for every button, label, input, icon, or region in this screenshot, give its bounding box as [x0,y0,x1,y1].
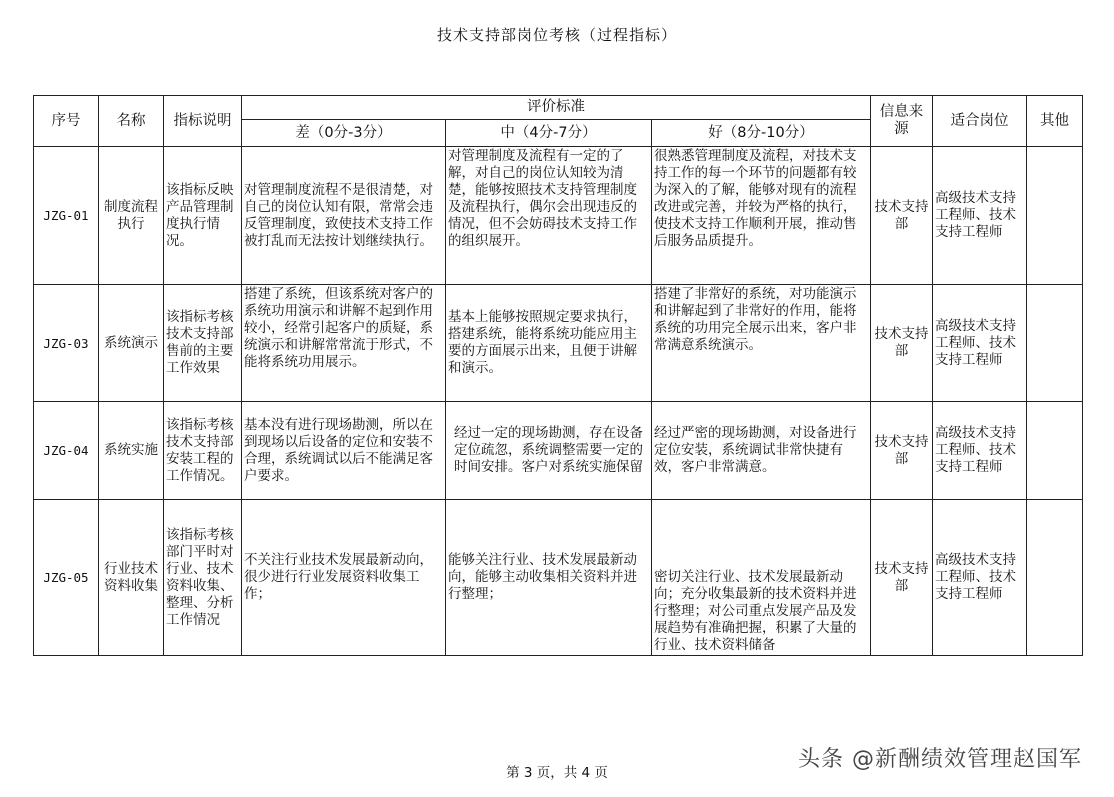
table-row [34,402,1083,500]
row-good: 很熟悉管理制度及流程，对技术支持工作的每一个环节的问题都有较为深入的了解，能够对现有的流程改进或完善，并较为严格的执行，使技术支持工作顺利开展，推动售后服务品质提升。 [652,147,871,285]
row-name: 制度流程执行 [99,147,164,285]
row-poor: 搭建了系统，但该系统对客户的系统功用演示和讲解不起到作用较小，经常引起客户的质疑，系统演示和讲解常常流于形式，不能将系统功用展示。 [242,285,446,402]
row-code: JZG-03 [34,285,99,402]
row-source: 技术支持部 [871,147,933,285]
row-other [1027,402,1083,500]
row-poor: 基本没有进行现场勘测，所以在到现场以后设备的定位和安装不合理，系统调试以后不能满足客户要求。 [242,402,446,500]
header-name: 名称 [99,96,164,147]
row-code: JZG-04 [34,402,99,500]
table-row [34,285,1083,402]
row-good: 搭建了非常好的系统，对功能演示和讲解起到了非常好的作用，能将系统的功用完全展示出来，客户非常满意系统演示。 [652,285,871,402]
row-code: JZG-01 [34,147,99,285]
header-medium: 中（4分-7分） [446,120,652,147]
row-medium: 能够关注行业、技术发展最新动向，能够主动收集相关资料并进行整理； [446,500,652,656]
page-title: 技术支持部岗位考核（过程指标） [436,26,677,44]
row-source: 技术支持部 [871,402,933,500]
row-medium: 对管理制度及流程有一定的了解，对自己的岗位认知较为清楚，能够按照技术支持管理制度及流程执行，偶尔会出现违反的情况，但不会妨碍技术支持工作的组织展开。 [446,147,652,285]
row-name: 系统演示 [99,285,164,402]
row-other [1027,147,1083,285]
row-positions: 高级技术支持工程师、技术支持工程师 [933,147,1027,285]
header-positions: 适合岗位 [933,96,1027,147]
row-good: 密切关注行业、技术发展最新动向；充分收集最新的技术资料并进行整理；对公司重点发展产品及发展趋势有准确把握，积累了大量的行业、技术资料储备 [652,500,871,656]
header-other: 其他 [1027,96,1083,147]
header-source: 信息来源 [871,96,933,147]
row-description: 该指标考核技术支持部安装工程的工作情况。 [164,402,242,500]
page-footer: 第 3 页，共 4 页 [506,765,608,781]
assessment-table [33,95,1083,656]
header-seq: 序号 [34,96,99,147]
table-row [34,500,1083,656]
header-description: 指标说明 [164,96,242,147]
table-row [34,147,1083,285]
header-criteria: 评价标准 [242,96,871,120]
row-positions: 高级技术支持工程师、技术支持工程师 [933,500,1027,656]
row-code: JZG-05 [34,500,99,656]
row-other [1027,285,1083,402]
row-poor: 不关注行业技术发展最新动向，很少进行行业发展资料收集工作； [242,500,446,656]
row-medium: 基本上能够按照规定要求执行，搭建系统，能将系统功能应用主要的方面展示出来，且便于讲解和演示。 [446,285,652,402]
row-name: 行业技术资料收集 [99,500,164,656]
row-medium: 经过一定的现场勘测，存在设备定位疏忽，系统调整需要一定的时间安排。客户对系统实施保留 [446,402,652,500]
row-name: 系统实施 [99,402,164,500]
row-source: 技术支持部 [871,285,933,402]
row-description: 该指标考核技术支持部售前的主要工作效果 [164,285,242,402]
row-positions: 高级技术支持工程师、技术支持工程师 [933,402,1027,500]
row-poor: 对管理制度流程不是很清楚，对自己的岗位认知有限，常常会违反管理制度，致使技术支持工作被打乱而无法按计划继续执行。 [242,147,446,285]
row-other [1027,500,1083,656]
header-good: 好（8分-10分） [652,120,871,147]
row-description: 该指标考核部门平时对行业、技术资料收集、整理、分析工作情况 [164,500,242,656]
row-good: 经过严密的现场勘测，对设备进行定位安装，系统调试非常快捷有效，客户非常满意。 [652,402,871,500]
row-positions: 高级技术支持工程师、技术支持工程师 [933,285,1027,402]
watermark: 头条 @新酬绩效管理赵国军 [798,747,1082,772]
header-poor: 差（0分-3分） [242,120,446,147]
row-description: 该指标反映产品管理制度执行情况。 [164,147,242,285]
row-source: 技术支持部 [871,500,933,656]
